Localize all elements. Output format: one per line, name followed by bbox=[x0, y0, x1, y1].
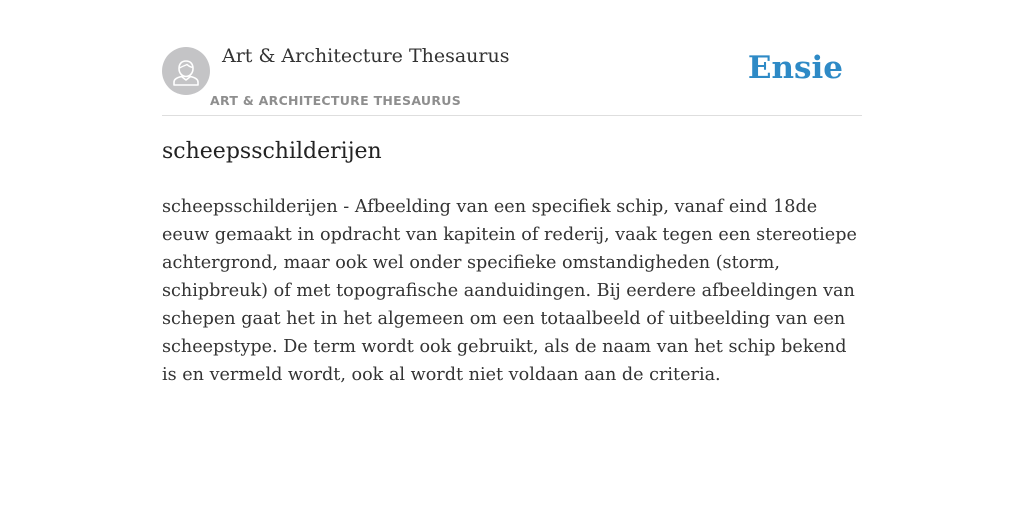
user-icon bbox=[162, 47, 210, 95]
brand-logo[interactable]: Ensie bbox=[747, 50, 843, 86]
source-label[interactable]: ART & ARCHITECTURE THESAURUS bbox=[210, 93, 462, 108]
author-name[interactable]: Art & Architecture Thesaurus bbox=[222, 45, 510, 67]
author-avatar[interactable] bbox=[162, 47, 210, 95]
entry-definition: scheepsschilderijen - Afbeelding van een specifiek schip, vanaf eind 18de eeuw gemaakt in opdracht van kapitein of rederij, vaak tegen een stereotiepe achtergrond, maar ook wel onder specifieke omstandigheden (storm, schipbreuk) of met topografische aanduidingen. Bij eerdere afbeeldingen van schepen gaat het in het algemeen om een totaalbeeld of uitbeelding van een scheepstype. De term wordt ook gebruikt, als de naam van het schip bekend is en vermeld wordt, ook al wordt niet voldaan aan de criteria. bbox=[162, 197, 857, 385]
header-divider bbox=[162, 115, 862, 116]
entry-term: scheepsschilderijen bbox=[162, 139, 382, 164]
